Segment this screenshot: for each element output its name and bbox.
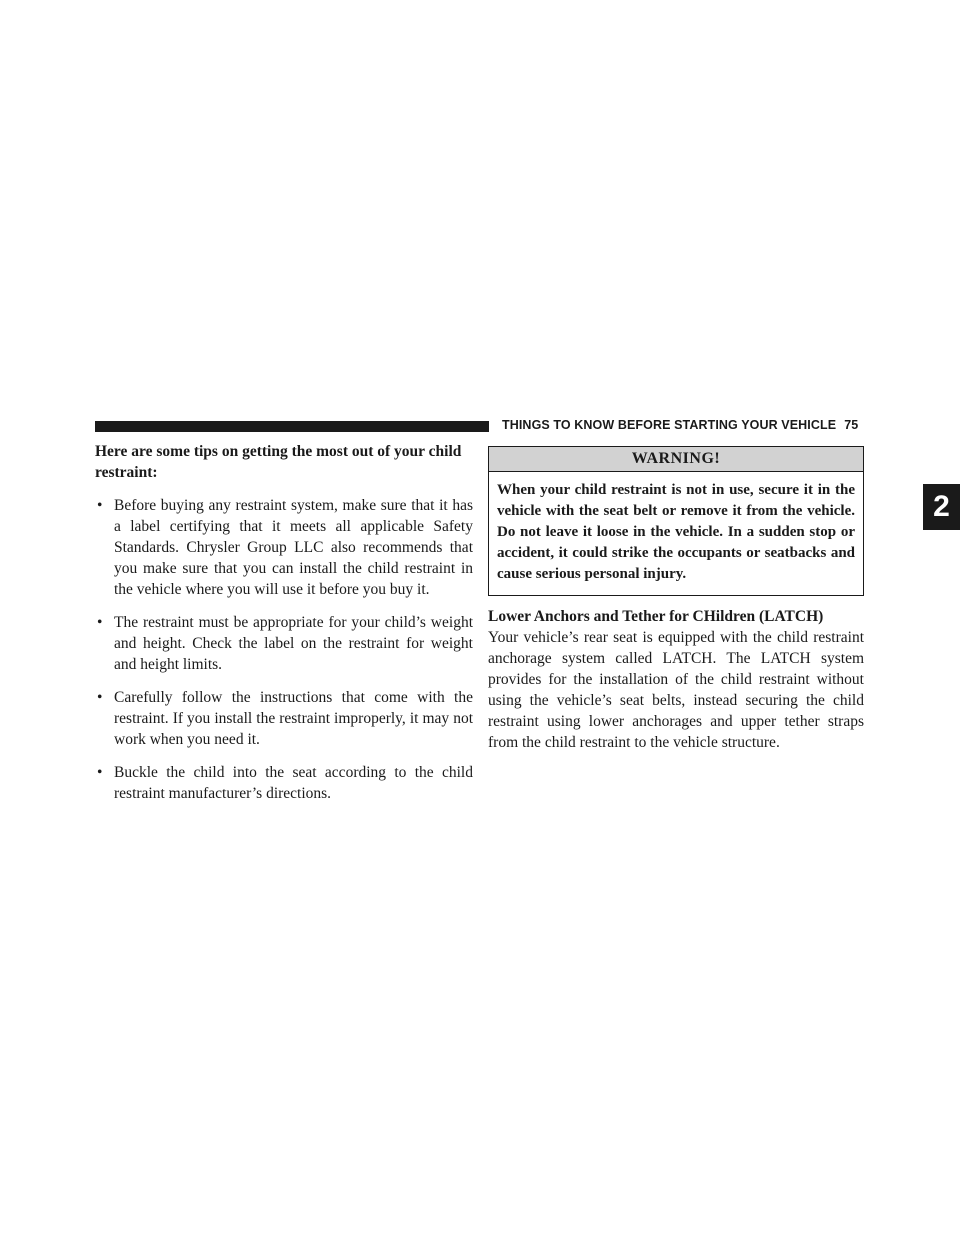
list-item [95,495,473,600]
bullet-icon: • [97,614,103,631]
list-item [95,612,473,675]
header-rule-bar [95,421,489,432]
list-item [95,687,473,750]
tip-text: Carefully follow the instructions that come with the restraint. If you install the restraint improperly, it may not work when you need it. [114,689,473,748]
bullet-icon: • [97,689,103,706]
tip-text: The restraint must be appropriate for your child’s weight and height. Check the label on the restraint for weight and height limits. [114,614,473,673]
latch-body: Your vehicle’s rear seat is equipped with the child restraint anchorage system called LATCH. The LATCH system provides for the installation of the child restraint without using the vehicle’s seat belts, instead securing the child restraint using lower anchorages and upper tether straps from the child restraint to the vehicle structure. [488,629,864,751]
tip-text: Buckle the child into the seat according to the child restraint manufacturer’s directions. [114,764,473,802]
right-column [488,446,864,753]
warning-box [488,446,864,596]
running-header [502,418,858,432]
chapter-tab[interactable]: 2 [923,484,960,530]
tip-text: Before buying any restraint system, make sure that it has a label certifying that it meets all applicable Safety Standards. Chrysler Group LLC also recommends that you make sure that you can install the child restraint in the vehicle where you will use it before you buy it. [114,497,473,598]
header-title: THINGS TO KNOW BEFORE STARTING YOUR VEHICLE [502,418,837,432]
latch-heading: Lower Anchors and Tether for CHildren (LATCH) [488,608,824,625]
warning-title: WARNING! [489,447,863,472]
bullet-icon: • [97,764,103,781]
tips-list [95,495,473,804]
warning-text: When your child restraint is not in use, secure it in the vehicle with the seat belt or remove it from the vehicle. Do not leave it loose in the vehicle. In a sudden stop or accident, it could strike the occupants or seatbacks and cause serious personal injury. [497,482,855,582]
left-column [95,441,473,816]
tips-intro: Here are some tips on getting the most out of your child restraint: [95,443,462,481]
page-number: 75 [844,418,859,432]
bullet-icon: • [97,497,103,514]
list-item [95,762,473,804]
